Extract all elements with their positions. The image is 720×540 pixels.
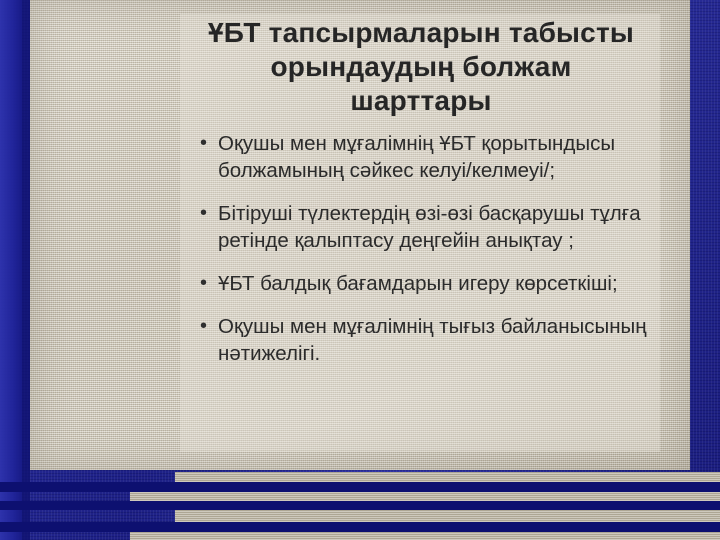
bullet-marker-icon: •: [200, 315, 208, 338]
bullet-list: [200, 130, 652, 383]
bullet-marker-icon: •: [200, 202, 208, 225]
footer-bar-1: [175, 472, 720, 482]
bullet-text: Оқушы мен мұғалімнің ҰБТ қорытындысы болжамының сәйкес келуі/келмеуі/;: [218, 132, 616, 183]
list-item: [200, 200, 652, 254]
background-band-left-inner: [22, 0, 30, 540]
bullet-text: Бітіруші түлектердің өзі-өзі басқарушы тұлға ретінде қалыптасу деңгейін анықтау ;: [218, 202, 641, 253]
footer-bar-2: [130, 492, 720, 501]
footer-dark-stripe-3: [0, 522, 720, 532]
slide-title: ҰБТ тапсырмаларын табысты орындаудың болжам шарттары: [208, 17, 634, 117]
footer-bar-3: [175, 510, 720, 522]
background-band-left: [0, 0, 22, 540]
footer-bar-4: [130, 532, 720, 540]
bullet-marker-icon: •: [200, 272, 208, 295]
list-item: [200, 313, 652, 367]
slide-footer-decoration: [0, 470, 720, 540]
bullet-marker-icon: •: [200, 132, 208, 154]
footer-dark-stripe-2: [0, 501, 720, 510]
bullet-text: Оқушы мен мұғалімнің тығыз байланысының нәтижелігі.: [218, 315, 647, 366]
list-item: [200, 130, 652, 184]
bullet-text: ҰБТ балдық бағамдарын игеру көрсеткіші;: [218, 272, 618, 296]
list-item: [200, 270, 652, 297]
footer-dark-stripe-1: [0, 482, 720, 492]
